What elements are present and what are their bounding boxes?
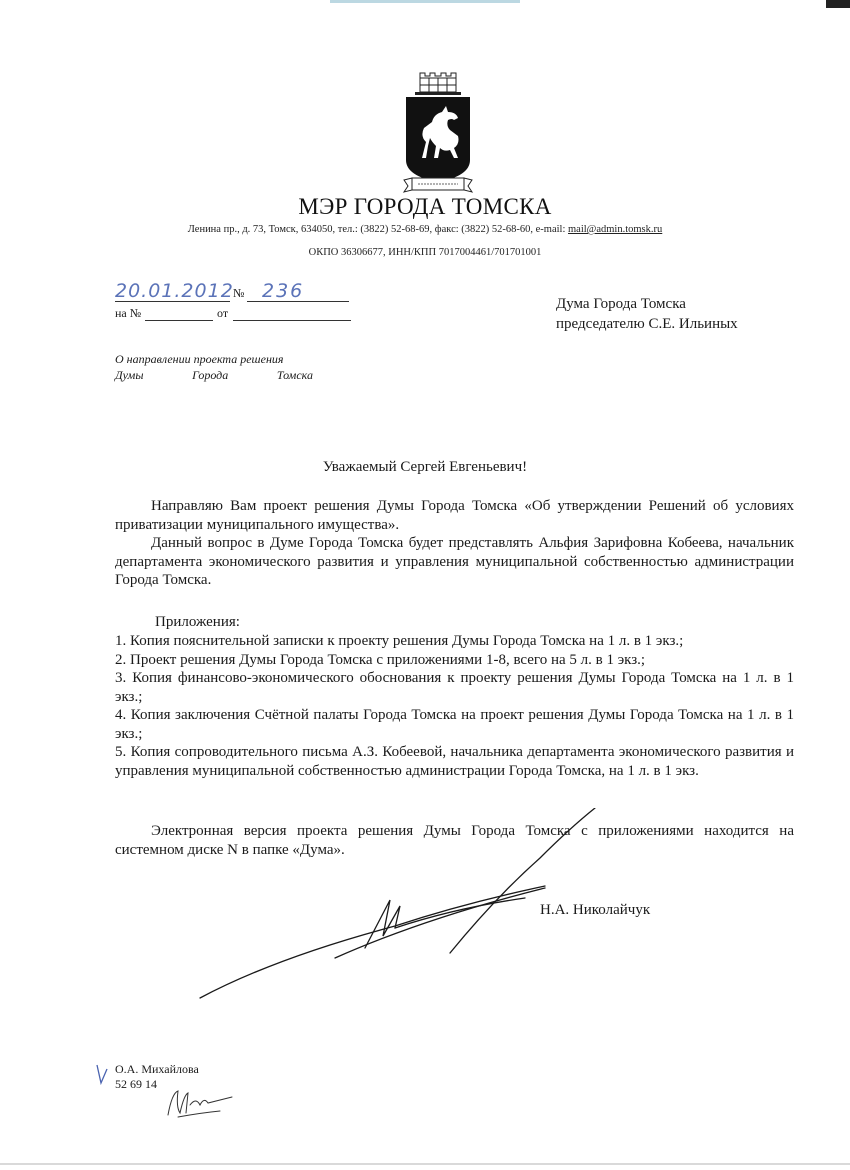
subject-word: Томска xyxy=(276,368,313,382)
attachments-list xyxy=(115,632,794,780)
reference-line xyxy=(115,306,355,326)
letterhead-title: МЭР ГОРОДА ТОМСКА xyxy=(298,194,552,219)
attachment-item: 4. Копия заключения Счётной палаты Города Томска на проект решения Думы Города Томска на 1 л. в 1 экз.; xyxy=(115,707,794,742)
scan-bottom-edge xyxy=(0,1163,850,1165)
attachment-item: 2. Проект решения Думы Города Томска с приложениями 1-8, всего на 5 л. в 1 экз.; xyxy=(115,651,646,668)
scan-corner-mark xyxy=(826,0,850,8)
handwritten-date: 20.01.2012 xyxy=(115,280,234,302)
attachments-title: Приложения: xyxy=(155,614,240,630)
ref-prefix: на № xyxy=(115,306,142,320)
letter-body xyxy=(115,497,794,590)
subject-word: Думы xyxy=(115,368,144,382)
number-sign: № xyxy=(233,286,245,300)
subject-line-2 xyxy=(115,367,313,383)
addressee-organization: Дума Города Томска xyxy=(556,296,686,312)
signer-name: Н.А. Николайчук xyxy=(540,902,651,918)
salutation: Уважаемый Сергей Евгеньевич! xyxy=(322,459,528,475)
handwritten-number: 236 xyxy=(262,280,305,302)
scan-edge-mark xyxy=(330,0,520,3)
tomsk-coat-of-arms-icon xyxy=(398,72,478,196)
email-link[interactable]: mail@admin.tomsk.ru xyxy=(568,224,663,235)
initials-signature-icon xyxy=(160,1083,240,1123)
electronic-note-text: Электронная версия проекта решения Думы Города Томска с приложениями находится на системном диске N в папке «Дума». xyxy=(115,823,794,858)
attachment-item: 5. Копия сопроводительного письма А.З. Кобеевой, начальника департамента экономического развития и управления муниципальной собственностью администрации Города Томска, на 1 л. в 1 экз. xyxy=(115,744,794,779)
subject-line-1: О направлении проекта решения xyxy=(115,352,284,366)
checkmark-icon xyxy=(95,1063,109,1085)
attachment-item: 1. Копия пояснительной записки к проекту решения Думы Города Томска на 1 л. в 1 экз.; xyxy=(115,633,684,649)
attachment-item: 3. Копия финансово-экономического обоснования к проекту решения Думы Города Томска на 1 л. в 1 экз.; xyxy=(115,670,794,705)
ref-from-label: от xyxy=(217,306,229,320)
body-paragraph: Направляю Вам проект решения Думы Города Томска «Об утверждении Решений об условиях приватизации муниципального имущества». xyxy=(115,498,794,533)
subject-word: Города xyxy=(192,368,229,382)
executor-phone: 52 69 14 xyxy=(115,1077,157,1091)
letterhead-codes: ОКПО 36306677, ИНН/КПП 7017004461/701701001 xyxy=(308,247,542,258)
letterhead-address xyxy=(0,224,850,235)
executor-name: О.А. Михайлова xyxy=(115,1062,199,1076)
registration-line xyxy=(115,280,355,304)
addressee-block xyxy=(556,294,738,334)
body-paragraph: Данный вопрос в Думе Города Томска будет представлять Альфия Зарифовна Кобеева, начальник департамента экономического развития и управления муниципальной собственностью администрации Города Томска. xyxy=(115,535,794,588)
addressee-person: председателю С.Е. Ильиных xyxy=(556,316,738,332)
address-text: Ленина пр., д. 73, Томск, 634050, тел.: (3822) 52-68-69, факс: (3822) 52-68-60, e-mail: xyxy=(187,224,569,235)
letter-subject xyxy=(115,351,335,383)
